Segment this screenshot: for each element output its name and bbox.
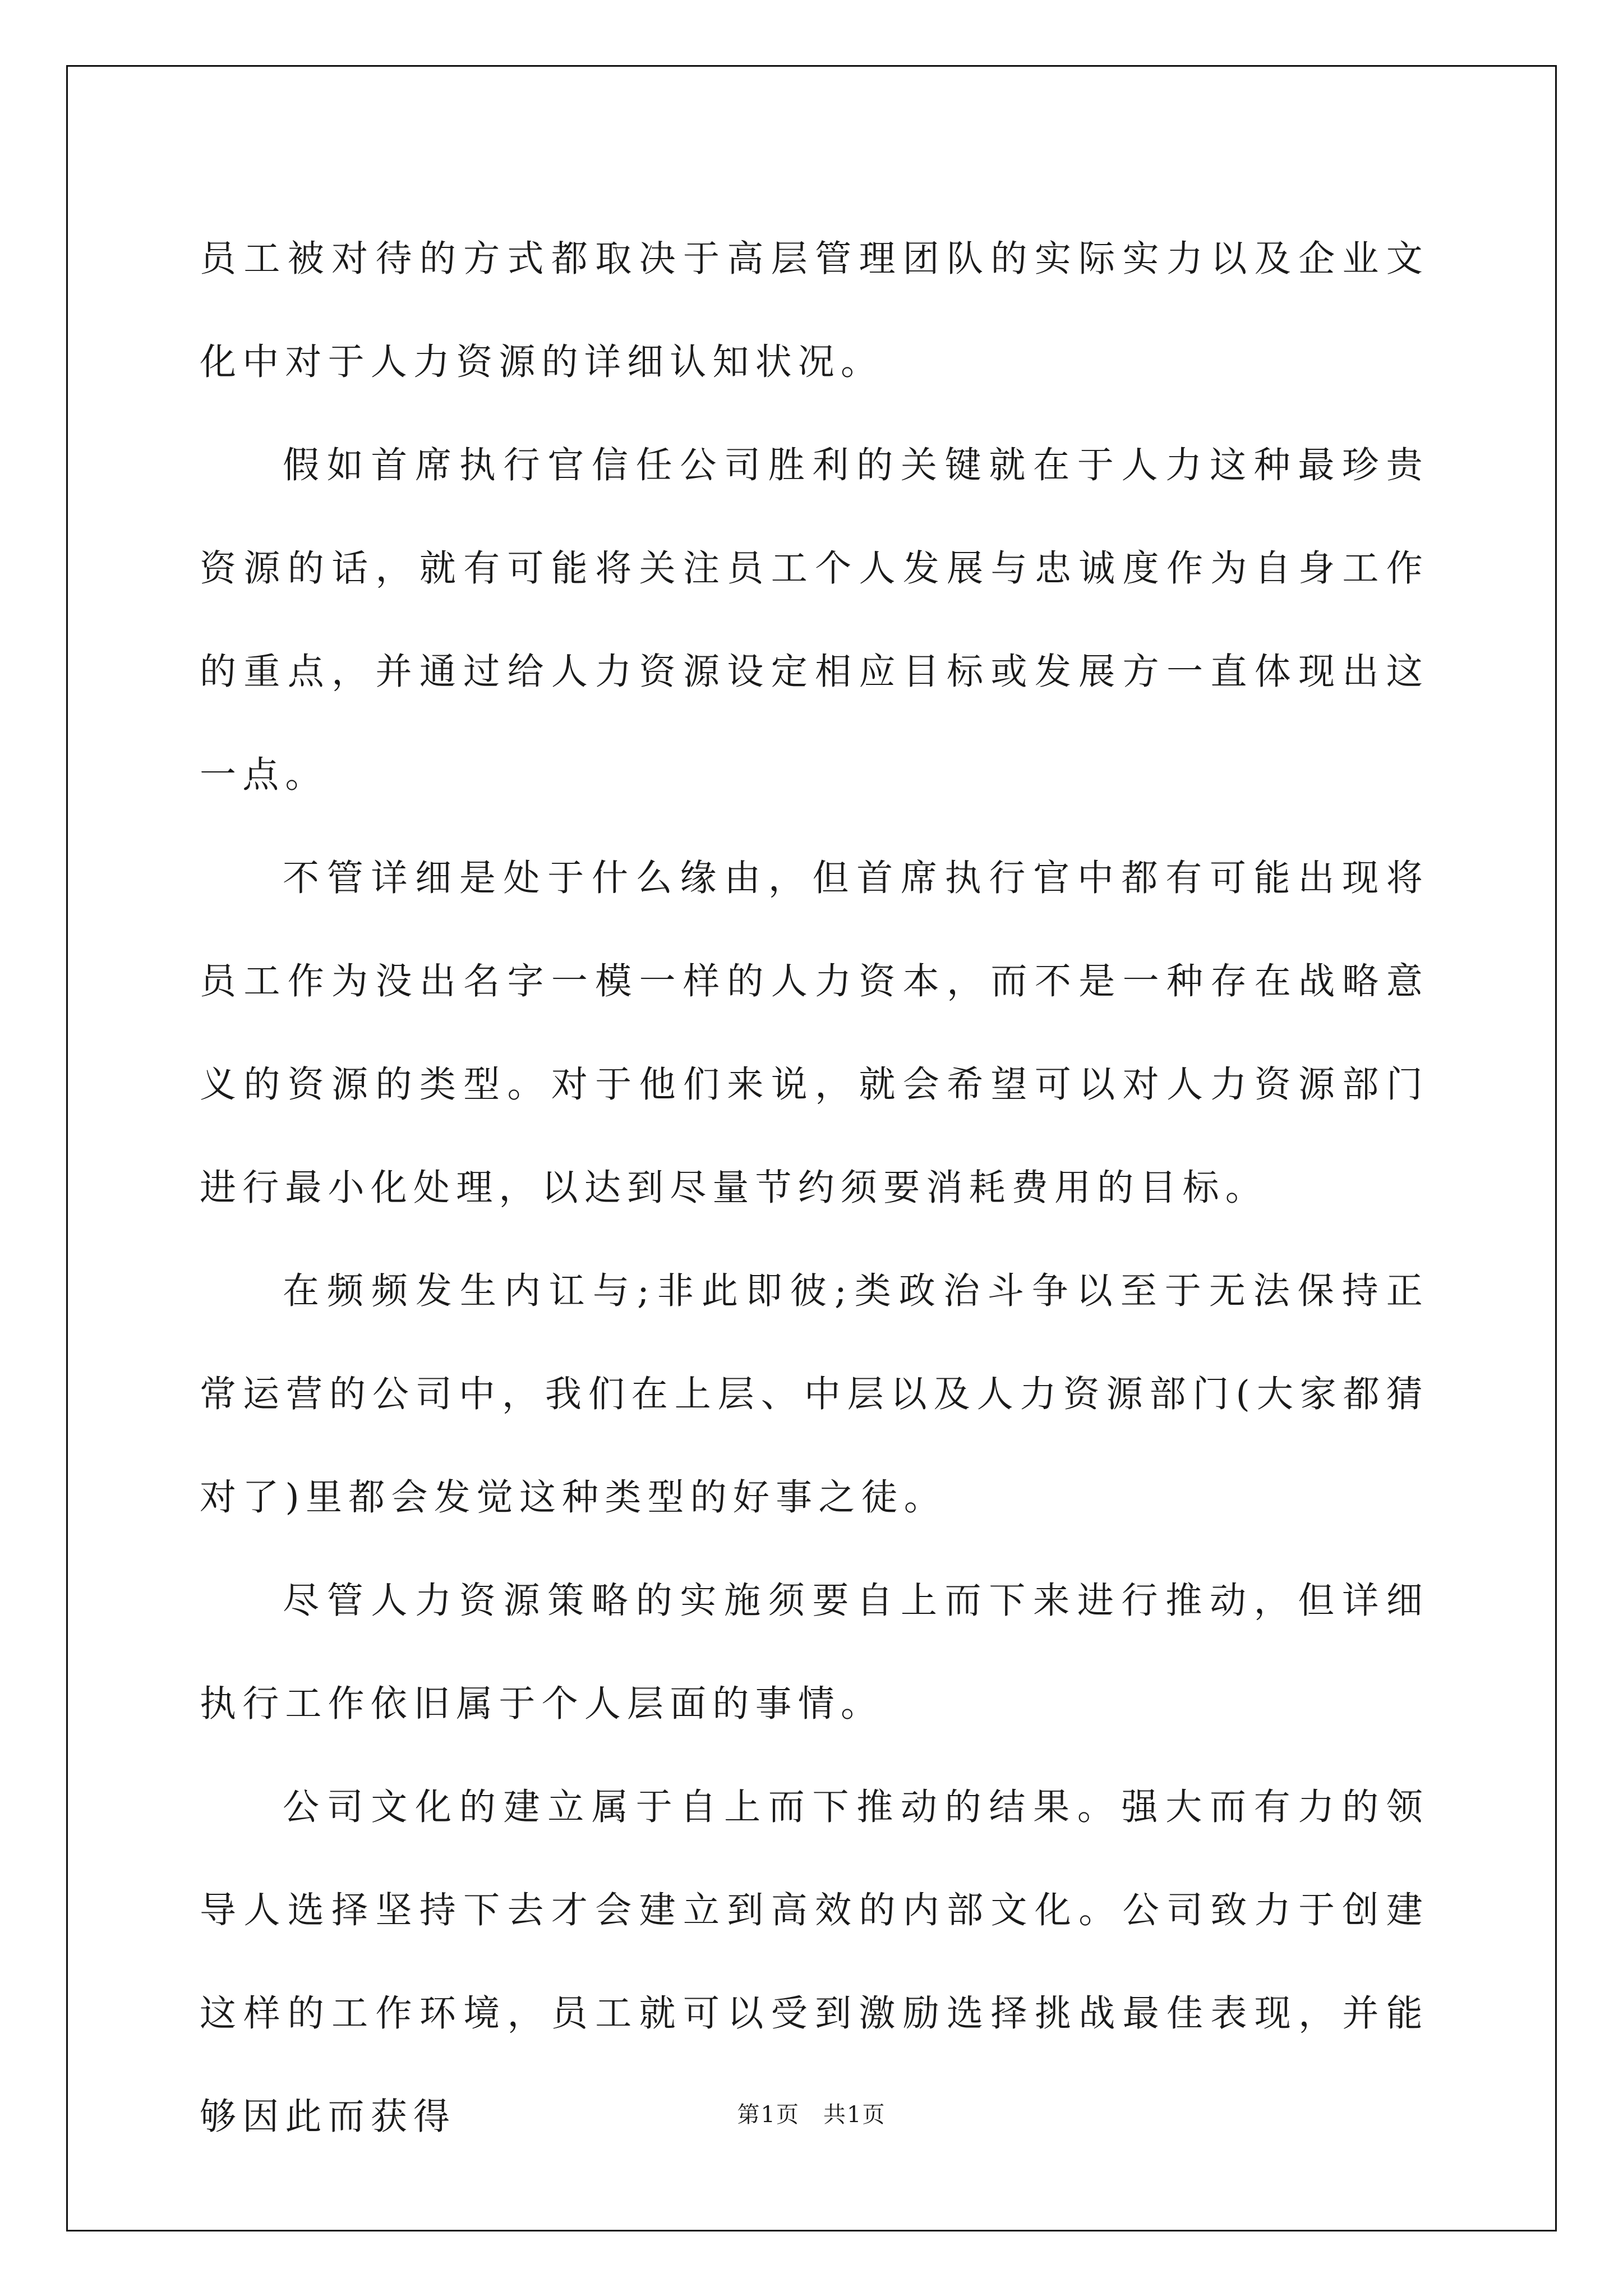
page-number: 第1页 共1页 [737, 2102, 886, 2128]
paragraph: 公司文化的建立属于自上而下推动的结果。强大而有力的领导人选择坚持下去才会建立到高效的内部文化。公司致力于创建这样的工作环境，员工就可以受到激励选择挑战最佳表现，并能够因此而获得 [200, 1786, 1429, 2138]
document-body [200, 208, 1429, 2169]
paragraph: 尽管人力资源策略的实施须要自上而下来进行推动，但详细执行工作依旧属于个人层面的事情。 [200, 1580, 1429, 1725]
paragraph: 在频频发生内讧与;非此即彼;类政治斗争以至于无法保持正常运营的公司中，我们在上层、中层以及人力资源部门(大家都猜对了)里都会发觉这种类型的好事之徒。 [200, 1270, 1429, 1519]
paragraph: 假如首席执行官信任公司胜利的关键就在于人力这种最珍贵资源的话，就有可能将关注员工个人发展与忠诚度作为自身工作的重点，并通过给人力资源设定相应目标或发展方一直体现出这一点。 [200, 444, 1429, 796]
paragraph: 员工被对待的方式都取决于高层管理团队的实际实力以及企业文化中对于人力资源的详细认知状况。 [200, 238, 1429, 383]
paragraph: 不管详细是处于什么缘由，但首席执行官中都有可能出现将员工作为没出名字一模一样的人力资本，而不是一种存在战略意义的资源的类型。对于他们来说，就会希望可以对人力资源部门进行最小化处理，以达到尽量节约须要消耗费用的目标。 [200, 857, 1429, 1209]
